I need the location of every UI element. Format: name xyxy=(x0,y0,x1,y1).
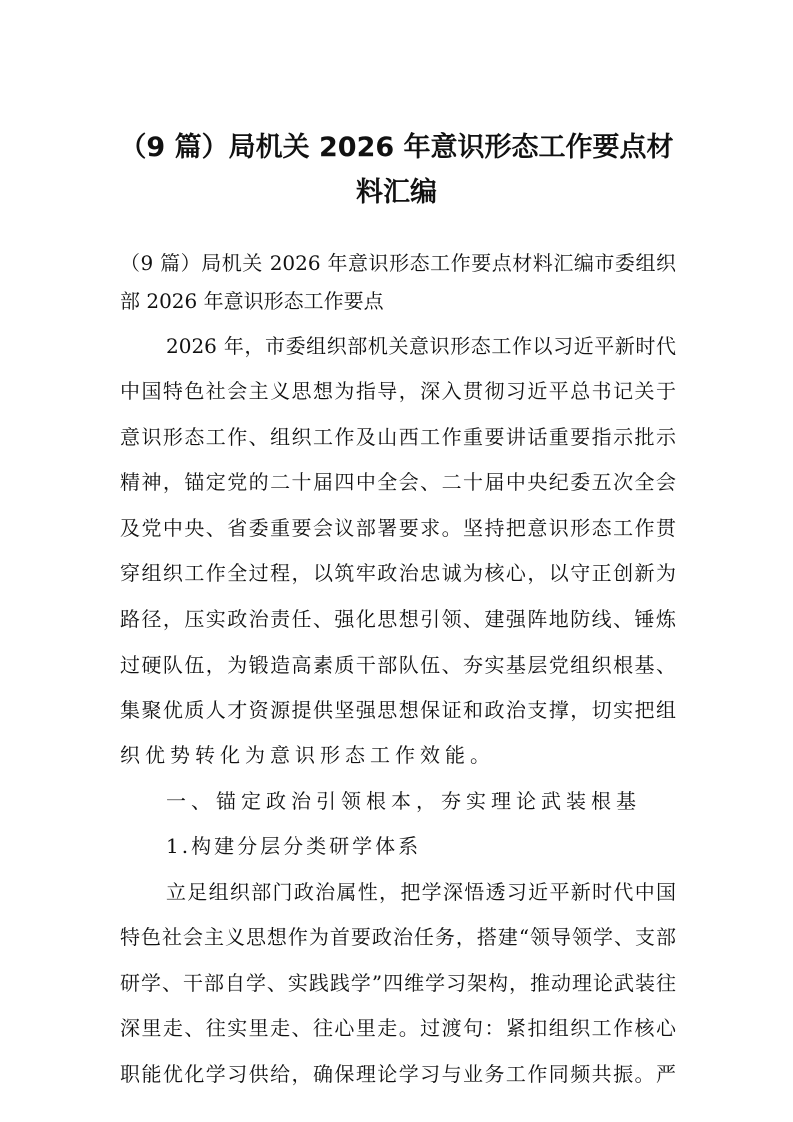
paragraph-line: 织优势转化为意识形态工作效能。 xyxy=(120,743,495,767)
section-heading: 一、锚定政治引领根本，夯实理论武装根基 xyxy=(166,789,641,813)
paragraph-line: 精神，锚定党的二十届四中全会、二十届中央纪委五次全会 xyxy=(120,470,676,494)
paragraph-line: 2026 年，市委组织部机关意识形态工作以习近平新时代 xyxy=(166,334,676,358)
paragraph-line: 集聚优质人才资源提供坚强思想保证和政治支撑，切实把组 xyxy=(120,698,676,722)
paragraph-line: 立足组织部门政治属性，把学深悟透习近平新时代中国 xyxy=(166,880,676,904)
paragraph-line: 意识形态工作、组织工作及山西工作重要讲话重要指示批示 xyxy=(120,425,676,449)
paragraph-line: 路径，压实政治责任、强化思想引领、建强阵地防线、锤炼 xyxy=(120,607,676,631)
paragraph-line: 及党中央、省委重要会议部署要求。坚持把意识形态工作贯 xyxy=(120,516,676,540)
paragraph-line: 研学、干部自学、实践践学”四维学习架构，推动理论武装往 xyxy=(120,971,676,995)
paragraph-line: 过硬队伍，为锻造高素质干部队伍、夯实基层党组织根基、 xyxy=(120,653,676,677)
subsection-heading: 1.构建分层分类研学体系 xyxy=(166,834,422,858)
title-line: （9 篇）局机关 2026 年意识形态工作要点材 xyxy=(119,132,674,163)
paragraph-line: 穿组织工作全过程，以筑牢政治忠诚为核心，以守正创新为 xyxy=(120,561,676,585)
paragraph-line: 中国特色社会主义思想为指导，深入贯彻习近平总书记关于 xyxy=(120,379,676,403)
paragraph-line: 部 2026 年意识形态工作要点 xyxy=(120,289,384,313)
paragraph-line: 职能优化学习供给，确保理论学习与业务工作同频共振。严 xyxy=(120,1062,676,1086)
paragraph-line: 特色社会主义思想作为首要政治任务，搭建“领导领学、支部 xyxy=(120,925,676,949)
title-line: 料汇编 xyxy=(356,177,437,208)
paragraph-line: （9 篇）局机关 2026 年意识形态工作要点材料汇编市委组织 xyxy=(120,251,676,275)
paragraph-line: 深里走、往实里走、往心里走。过渡句：紧扣组织工作核心 xyxy=(120,1016,676,1040)
